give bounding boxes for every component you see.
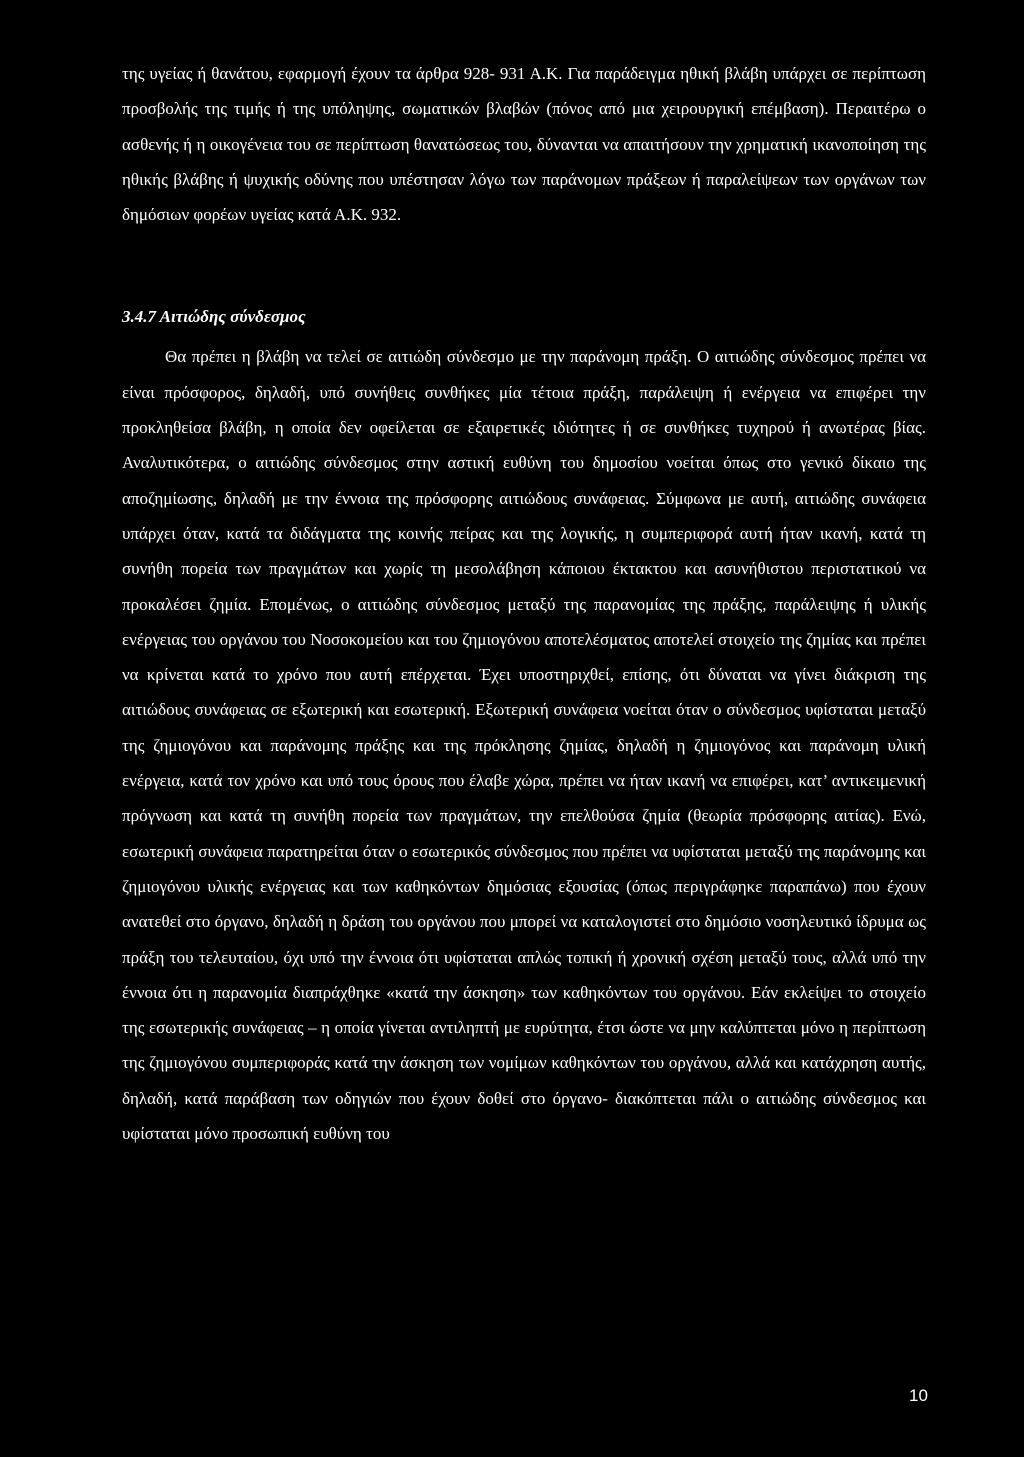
paragraph-continued: της υγείας ή θανάτου, εφαρμογή έχουν τα άρθρα 928- 931 Α.Κ. Για παράδειγμα ηθική βλάβη υπάρχει σε περίπτωση προσβολής της τιμής ή της υπόληψης, σωματικών βλαβών (πόνος από μια χειρουργική επέμβαση). Περαιτέρω ο ασθενής ή η οικογένεια του σε περίπτωση θανατώσεως του, δύνανται να απαιτήσουν την χρηματική ικανοποίηση της ηθικής βλάβης ή ψυχικής οδύνης που υπέστησαν λόγω των παράνομων πράξεων ή παραλείψεων των οργάνων των δημόσιων φορέων υγείας κατά Α.Κ. 932. — [122, 64, 926, 225]
document-page — [122, 56, 926, 1151]
section-heading: 3.4.7 Αιτιώδης σύνδεσμος — [122, 307, 306, 327]
paragraph-causal-link: Θα πρέπει η βλάβη να τελεί σε αιτιώδη σύνδεσμο με την παράνομη πράξη. Ο αιτιώδης σύνδεσμος πρέπει να είναι πρόσφορος, δηλαδή, υπό συνήθεις συνθήκες μία τέτοια πράξη, παράλειψη ή ενέργεια να επιφέρει την προκληθείσα βλάβη, η οποία δεν οφείλεται σε εξαιρετικές ιδιότητες ή σε συνθήκες τυχηρού ή ανωτέρας βίας. Αναλυτικότερα, ο αιτιώδης σύνδεσμος στην αστική ευθύνη του δημοσίου νοείται όπως στο γενικό δίκαιο της αποζημίωσης, δηλαδή με την έννοια της πρόσφορης αιτιώδους συνάφειας. Σύμφωνα με αυτή, αιτιώδης συνάφεια υπάρχει όταν, κατά τα διδάγματα της κοινής πείρας και της λογικής, η συμπεριφορά αυτή ήταν ικανή, κατά τη συνήθη πορεία των πραγμάτων και χωρίς τη μεσολάβηση κάποιου έκτακτου και ασυνήθιστου περιστατικού να προκαλέσει ζημία. Επομένως, ο αιτιώδης σύνδεσμος μεταξύ της παρανομίας της πράξης, παράλειψης ή υλικής ενέργειας του οργάνου του Νοσοκομείου και του ζημιογόνου αποτελέσματος αποτελεί στοιχείο της ζημίας και πρέπει να κρίνεται κατά το χρόνο που αυτή επέρχεται. Έχει υποστηριχθεί, επίσης, ότι δύναται να γίνει διάκριση της αιτιώδους συνάφειας σε εξωτερική και εσωτερική. Εξωτερική συνάφεια νοείται όταν ο σύνδεσμος υφίσταται μεταξύ της ζημιογόνου και παράνομης πράξης και της πρόκλησης ζημίας, δηλαδή η ζημιογόνος και παράνομη υλική ενέργεια, κατά τον χρόνο και υπό τους όρους που έλαβε χώρα, πρέπει να ήταν ικανή να επιφέρει, κατ’ αντικειμενική πρόγνωση και κατά τη συνήθη πορεία των πραγμάτων, την επελθούσα ζημία (θεωρία πρόσφορης αιτίας). Ενώ, εσωτερική συνάφεια παρατηρείται όταν ο εσωτερικός σύνδεσμος που πρέπει να υφίσταται μεταξύ της παράνομης και ζημιογόνου υλικής ενέργειας και των καθηκόντων δημόσιας εξουσίας (όπως περιγράφηκε παραπάνω) που έχουν ανατεθεί στο όργανο, δηλαδή η δράση του οργάνου που μπορεί να καταλογιστεί στο δημόσιο νοσηλευτικό ίδρυμα ως πράξη του τελευταίου, όχι υπό την έννοια ότι υφίσταται απλώς τοπική ή χρονική σχέση μεταξύ τους, αλλά υπό την έννοια ότι η παρανομία διαπράχθηκε «κατά την άσκηση» των καθηκόντων του οργάνου. Εάν εκλείψει το στοιχείο της εσωτερικής συνάφειας – η οποία γίνεται αντιληπτή με ευρύτητα, έτσι ώστε να μην καλύπτεται μόνο η περίπτωση της ζημιογόνου συμπεριφοράς κατά την άσκηση των νομίμων καθηκόντων του οργάνου, αλλά και κατάχρηση αυτής, δηλαδή, κατά παράβαση των οδηγιών που έχουν δοθεί στο όργανο- διακόπτεται πάλι ο αιτιώδης σύνδεσμος και υφίσταται μόνο προσωπική ευθύνη του — [122, 347, 926, 1144]
page-number: 10 — [909, 1386, 928, 1405]
